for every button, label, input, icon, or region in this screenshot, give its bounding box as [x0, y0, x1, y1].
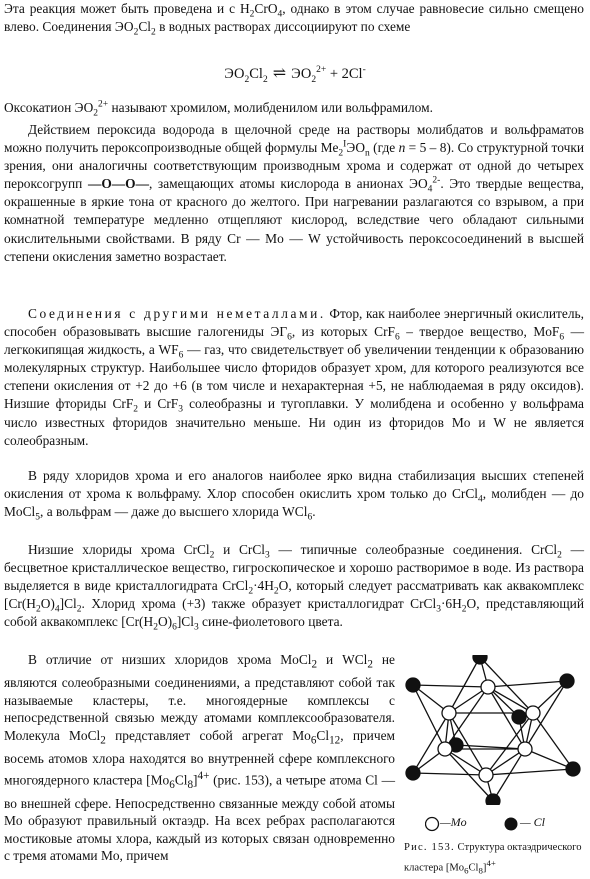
formula: H: [240, 1, 250, 16]
sub: 2: [209, 550, 215, 561]
sub: 3: [436, 604, 441, 615]
cluster-structure-figure: [401, 655, 587, 805]
text: Фтор, как наиболее энергичный окислитель, способен образовывать высшие галогениды ЭГ: [4, 306, 584, 340]
sub: 2: [244, 74, 250, 85]
figure-legend: [425, 815, 585, 833]
sup: 4+: [486, 857, 496, 868]
text: — типичные солеобразные соединения. CrCl: [269, 542, 558, 557]
text: (где: [369, 140, 399, 156]
text: солеобразны и тугоплавки. У молибдена и особенно у вольфрама число известных фторидов значительно меньше. Ни один из фторидов Mo и W не является солеобразным.: [4, 396, 584, 448]
sub: 8: [187, 779, 194, 792]
sub: 2: [93, 108, 99, 119]
legend-cl-label: — Cl: [520, 815, 546, 829]
sub: 2: [150, 27, 156, 38]
text: ]: [482, 862, 487, 874]
mo-atom: [526, 706, 540, 720]
sup: 2+: [98, 99, 109, 110]
caption-lead: Рис. 153.: [404, 842, 455, 853]
paragraph-chlorides: [4, 467, 584, 521]
formula: ЭО: [224, 66, 245, 82]
sub: 2: [311, 658, 318, 671]
legend-cl-marker: [505, 818, 518, 831]
mo-cl-bond: [486, 769, 573, 775]
text: , молибден — до MoCl: [4, 486, 584, 520]
sub: 2: [248, 586, 254, 597]
paragraph-peroxo: [4, 121, 584, 266]
cl-atom: [486, 794, 500, 805]
mo-atom: [442, 706, 456, 720]
text: и CrCl: [214, 542, 266, 557]
cl-atom: [560, 674, 574, 688]
sub: 2: [76, 604, 82, 615]
text: Cl: [468, 862, 479, 874]
sub: 2: [262, 74, 268, 85]
mo-cl-bond: [413, 685, 488, 687]
peroxo-group: —O—O—: [87, 176, 149, 192]
text: Структура октаэдрического кластера [Mo: [404, 842, 582, 874]
sup: -: [362, 65, 366, 76]
sub: 2: [367, 658, 373, 671]
formula: CrO: [254, 1, 278, 16]
text: Низшие хлориды хрома CrCl: [28, 542, 210, 557]
text: , однако в этом случае равновесие сильно смещено влево. Соединения: [4, 1, 584, 35]
text: называют хромилом, молибденилом или вольфрамилом.: [108, 100, 433, 115]
text: O, который следует рассматривать как аквакомплекс [Cr(H: [4, 578, 584, 612]
sup: 2-: [432, 175, 441, 186]
formula: ЭО: [291, 66, 312, 82]
paragraph-clusters: [4, 651, 395, 865]
sub: 2: [35, 604, 41, 615]
cluster-bonds: [413, 657, 573, 801]
formula: Cl: [138, 19, 151, 35]
formula: ЭО: [346, 140, 366, 156]
legend-mo-marker: [426, 818, 439, 831]
sub: 2: [338, 148, 344, 159]
sub: 3: [265, 550, 270, 561]
paragraph-lower-chlorides: [4, 541, 584, 634]
sup: 2+: [316, 65, 327, 76]
text: , а вольфрам — даже до высшего хлорида WCl: [40, 504, 308, 520]
text: — бесцветное кристаллическое вещество, гигроскопическое и хорошо растворимое в воде. Из раствора выделяется в виде кристаллогидрата CrCl: [4, 542, 584, 594]
sub: 2: [557, 550, 562, 561]
sub: 4: [277, 9, 283, 20]
cl-atom: [512, 710, 526, 724]
mo-cl-bond: [413, 773, 486, 775]
text: — легкокипящая жидкость, а WF: [4, 324, 584, 358]
text: и CrF: [138, 396, 179, 412]
text: . Это твердые вещества, окрашенные в яркие тона от красного до желтого. При нагревании разлагаются со взрывом, а при комнатной температуре медленно отщепляют кислород, вследствие чего обладают сильными окислительными свойствами. В ряду Cr — Mo — W устойчивость пероксосоединений в высшей степени окисления заметно возрастает.: [4, 176, 585, 264]
text: ·4H: [253, 578, 274, 594]
text: = 5 – 8). Со структурной точки зрения, они аналогичны соответствующим производным хрома и содержат от одной до четырех пероксогрупп: [4, 140, 584, 192]
text: Cl: [174, 772, 188, 788]
text: Cl: [316, 728, 330, 744]
text: ]Cl: [59, 596, 77, 612]
sub: 2: [273, 586, 279, 597]
sub: 12: [329, 734, 341, 747]
text: , причем восемь атомов хлора находятся во внутренней сфере комплексного многоядерного кластера [Mo: [4, 728, 395, 788]
text: Действием пероксида водорода в щелочной среде на растворы молибдатов и вольфраматов можно получить пероксопроизводные общей формулы Me: [4, 122, 584, 156]
sub: 2: [133, 405, 139, 416]
cluster-atoms: [406, 655, 580, 805]
sub: 6: [310, 734, 317, 747]
paragraph-chromic-acid: [4, 0, 584, 36]
mo-cl-bond: [493, 749, 525, 801]
sub: 3: [193, 623, 199, 634]
text: сине-фиолетового цвета.: [198, 614, 343, 630]
sub: 6: [287, 332, 292, 343]
sub: 6: [178, 350, 184, 361]
text: O, представляющий собой аквакомплекс [Cr(H: [4, 596, 584, 630]
text: и WCl: [317, 652, 368, 667]
mo-cl-bond: [413, 685, 445, 749]
cl-atom: [406, 766, 420, 780]
text: .: [312, 504, 316, 520]
variable: n: [398, 140, 406, 156]
sub: 4: [478, 494, 483, 505]
cl-atom: [473, 655, 487, 664]
text: в водных растворах диссоциируют по схеме: [155, 19, 411, 35]
text: O): [157, 614, 173, 630]
sub: 2: [153, 623, 158, 634]
mo-cl-bond: [488, 681, 567, 687]
legend-mo-label: —Mo: [440, 815, 467, 829]
paragraph-halides: [4, 305, 584, 450]
text: В ряду хлоридов хрома и его аналогов наиболее ярко видна стабилизация высших степеней окисления от хрома к вольфраму. Хлор способен окислить хром только до CrCl: [4, 468, 584, 502]
text: , замещающих атомы кислорода в анионах ЭО: [148, 176, 428, 192]
sub: 8: [478, 865, 483, 876]
sub: 2: [461, 604, 467, 615]
sub: 6: [172, 623, 177, 634]
mo-atom: [518, 742, 532, 756]
text: . Хлорид хрома (+3) также образует кристаллогидрат CrCl: [81, 596, 437, 612]
text: ·6H: [440, 596, 462, 612]
mo-atom: [481, 680, 495, 694]
sub: 6: [169, 779, 175, 792]
text: ]: [193, 772, 198, 788]
sub: 2: [100, 734, 106, 747]
section-lead: Соединения с другими неметаллами.: [28, 306, 326, 321]
dissociation-equation: [0, 63, 590, 83]
sub: n: [365, 148, 370, 159]
sup: 4+: [197, 769, 210, 782]
sub: 2: [133, 27, 139, 38]
sub: 4: [54, 604, 60, 615]
sub: 2: [311, 74, 317, 85]
sub: 4: [427, 184, 433, 195]
mo-atom: [479, 768, 493, 782]
sub: 3: [178, 405, 183, 416]
text: — газ, что свидетельствует об увеличении тенденции к образованию молекулярных структур. Наибольшее число фторидов образует хром, для которого реализуются все степени окисления от +2 до +6 (в том числе и нехарактерная +5, не наблюдаемая в ряду оксидов). Низшие фториды CrF: [4, 342, 584, 412]
text: ]Cl: [176, 614, 194, 630]
paragraph-oxocation: [4, 99, 584, 117]
text: не являются солеобразными соединениями, а представляют собой так называемые кластеры, т.е. многоядерные комплексы с непосредственной связью между атомами комплексообразователя. Молекула MoCl: [4, 652, 395, 744]
sub: 5: [35, 512, 41, 523]
text: (рис. 153), а четыре атома Cl — во внешней сфере. Непосредственно связанные между собой атомы Mo образуют правильный октаэдр. На всех ребрах располагаются мостиковые атомы хлора, каждый из которых связан одновременно с тремя атомами Mo, причем: [4, 772, 395, 864]
sub: 6: [464, 865, 469, 876]
sub: 6: [394, 332, 400, 343]
cl-atom: [406, 678, 420, 692]
sub: 6: [559, 332, 565, 343]
mo-atom: [438, 742, 452, 756]
formula: ЭО: [114, 19, 134, 35]
sub: 6: [307, 512, 313, 523]
text: – твердое вещество, MoF: [399, 324, 560, 340]
text: представляет собой агрегат Mo: [105, 728, 311, 744]
equilibrium-arrow-icon: ⇌: [272, 65, 287, 82]
sub: 2: [249, 9, 255, 20]
figure-caption: [404, 840, 586, 879]
text: Оксокатион ЭО: [4, 100, 94, 115]
formula: + 2Cl: [326, 66, 363, 82]
text: В отличие от низших хлоридов хрома MoCl: [28, 652, 312, 667]
sup: I: [343, 139, 347, 150]
cl-atom: [566, 762, 580, 776]
text: O): [40, 596, 55, 612]
text: Эта реакция может быть проведена и с: [4, 1, 240, 16]
text: , из которых CrF: [291, 324, 395, 340]
formula: Cl: [249, 66, 263, 82]
